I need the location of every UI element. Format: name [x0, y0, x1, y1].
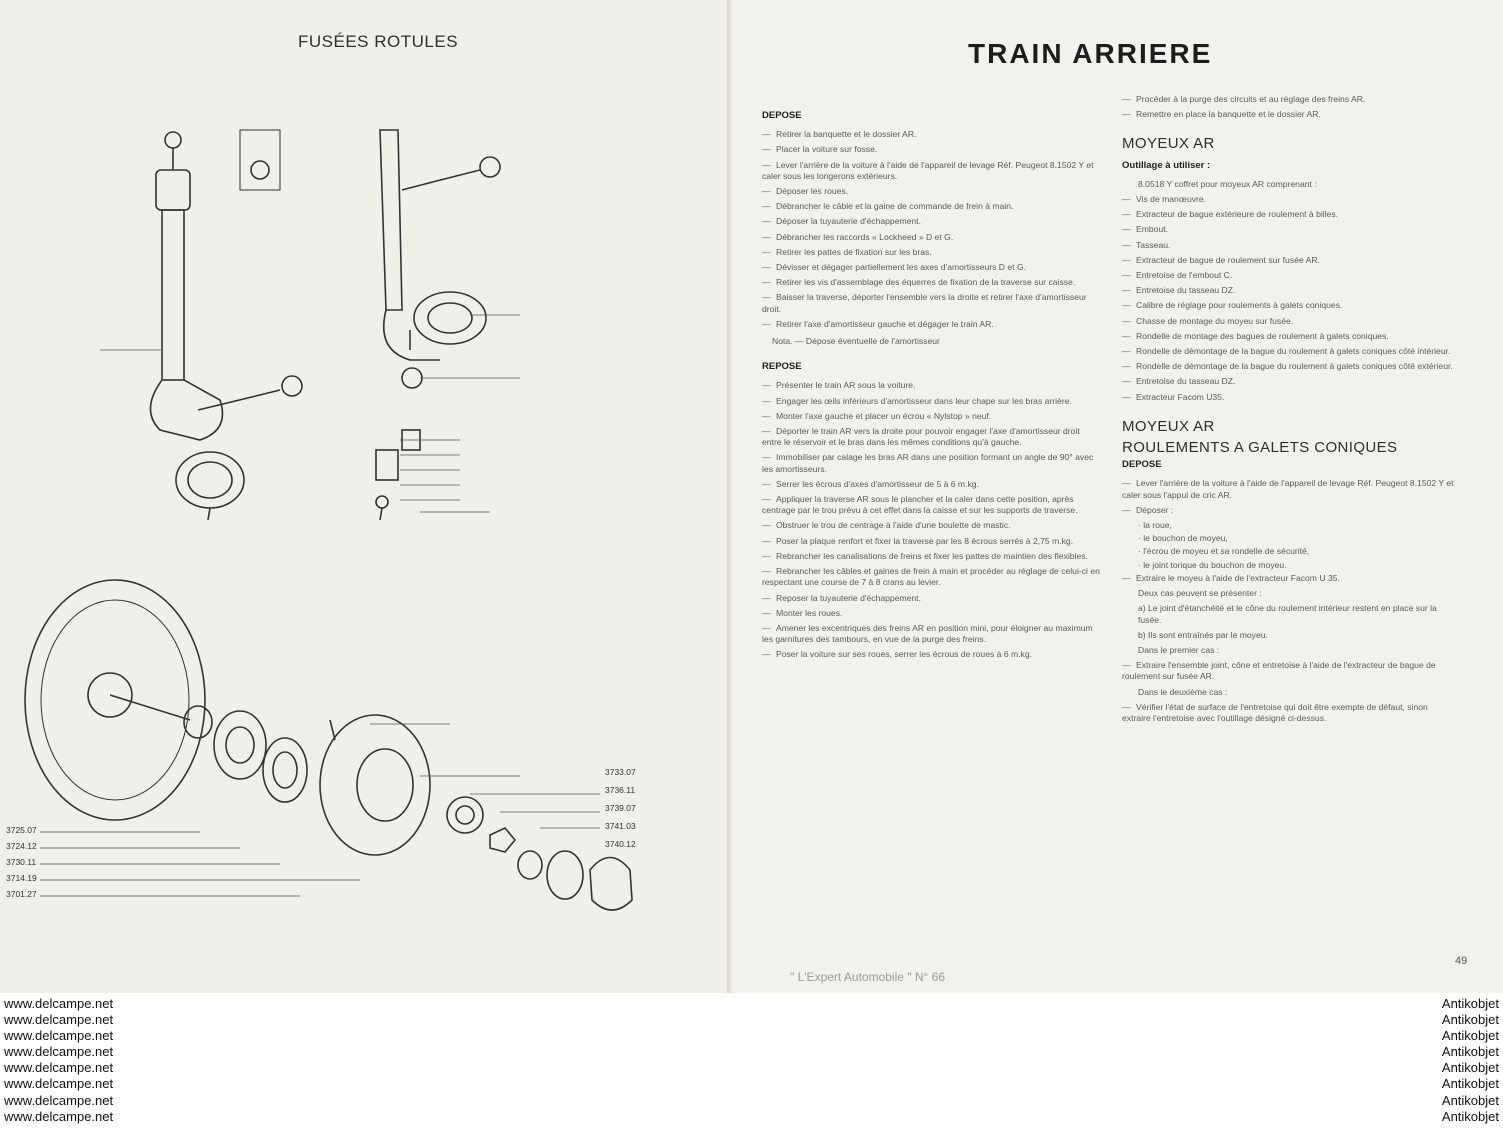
text-column-1: [762, 108, 1100, 665]
left-page: [0, 0, 730, 993]
watermark-line: www.delcampe.net: [4, 1044, 114, 1060]
paragraph: Dans le deuxième cas :: [1138, 686, 1228, 697]
roulements-title-line2: ROULEMENTS A GALETS CONIQUES: [1122, 439, 1398, 457]
part-number-label: 3714.19: [6, 873, 37, 883]
watermark-line: www.delcampe.net: [4, 1012, 114, 1028]
section-title: TRAIN ARRIERE: [968, 38, 1213, 69]
list-item: — Placer la voiture sur fosse.: [762, 144, 878, 155]
list-item: — Déposer :: [1122, 504, 1174, 515]
watermark-line: www.delcampe.net: [4, 1028, 114, 1044]
list-item: — Chasse de montage du moyeu sur fusée.: [1122, 315, 1294, 326]
list-item: — Débrancher le câble et la gaine de commande de frein à main.: [762, 201, 1014, 212]
part-number-label: 3724.12: [6, 841, 37, 851]
list-item: — Présenter le train AR sous la voiture.: [762, 380, 916, 391]
list-item: — Engager les œils inférieurs d'amortisseur dans leur chape sur les bras arrière.: [762, 395, 1072, 406]
paragraph: b) Ils sont entraînés par le moyeu.: [1138, 629, 1268, 640]
moyeux-title: MOYEUX AR: [1122, 135, 1215, 153]
list-item: — Poser la plaque renfort et fixer la traverse par les 8 écrous serrés à 2,75 m.kg.: [762, 535, 1074, 546]
stub-axle-diagram: [80, 110, 550, 550]
watermark-line: www.delcampe.net: [4, 1092, 114, 1108]
sub-item: · la roue,: [1138, 520, 1172, 531]
list-item: — Rondelle de montage des bagues de roulement à galets coniques.: [1122, 330, 1389, 341]
list-item: — Entretoise du tasseau DZ.: [1122, 376, 1236, 387]
list-item: — Vis de manœuvre.: [1122, 194, 1207, 205]
magazine-footer: " L'Expert Automobile " N° 66: [790, 970, 946, 984]
list-item: — Rondelle de démontage de la bague du roulement à galets coniques côté extérieur.: [1122, 361, 1453, 372]
list-item: — Vérifier l'état de surface de l'entretoise qui doit être exempte de défaut, sinon extraire l'entretoise avec l'outillage désigné ci-dessus.: [1122, 701, 1428, 723]
list-item: — Lever l'arrière de la voiture à l'aide de l'appareil de levage Réf. Peugeot 8.1502 Y et caler sous les longerons extérieurs.: [762, 159, 1094, 181]
list-item: — Retirer la banquette et le dossier AR.: [762, 129, 917, 140]
watermark-line: Antikobjet: [1441, 1076, 1499, 1092]
hub-exploded-diagram: [0, 570, 700, 930]
nota-text: Nota. — Dépose éventuelle de l'amortisseur: [772, 336, 940, 347]
left-page-title: FUSÉES ROTULES: [298, 32, 459, 51]
watermark-line: Antikobjet: [1441, 1028, 1499, 1044]
list-item: — Obstruer le trou de centrage à l'aide d'une boulette de mastic.: [762, 520, 1011, 531]
watermark-line: www.delcampe.net: [4, 1060, 114, 1076]
list-item: — Monter l'axe gauche et placer un écrou « Nylstop » neuf.: [762, 410, 992, 421]
part-number-label: 3740.12: [605, 839, 636, 849]
part-number-label: 3701.27: [6, 889, 37, 899]
list-item: — Retirer les pattes de fixation sur les bras.: [762, 246, 932, 257]
watermark-antikobjet: [1414, 996, 1499, 1125]
list-item: — Amener les excentriques des freins AR en position mini, pour éloigner au maximum les garnitures des tambours, en vue de la purge des freins.: [762, 622, 1093, 645]
list-item: — Retirer les vis d'assemblage des équerres de fixation de la traverse sur caisse.: [762, 277, 1076, 288]
list-item: — Extraire l'ensemble joint, cône et entretoise à l'aide de l'extracteur de bague de roulement sur fusée AR.: [1122, 660, 1436, 682]
paragraph: Deux cas peuvent se présenter :: [1138, 588, 1262, 599]
depose2-heading: DEPOSE: [1122, 459, 1162, 471]
list-item: — Déposer les roues.: [762, 186, 849, 197]
watermark-line: Antikobjet: [1441, 1044, 1499, 1060]
list-item: — Procéder à la purge des circuits et au réglage des freins AR.: [1122, 94, 1366, 104]
part-number-label: 3739.07: [605, 803, 636, 813]
list-item: — Immobiliser par calage les bras AR dans une position formant un angle de 90° avec les amortisseurs.: [762, 452, 1094, 474]
list-item: — Dévisser et dégager partiellement les axes d'amortisseurs D et G.: [762, 262, 1027, 273]
paragraph: Dans le premier cas :: [1138, 644, 1220, 655]
outillage-heading: Outillage à utiliser :: [1122, 159, 1211, 171]
sub-item: · le joint torique du bouchon de moyeu.: [1138, 559, 1287, 570]
list-item: — Tasseau.: [1122, 239, 1171, 250]
watermark-line: Antikobjet: [1441, 1012, 1499, 1028]
list-item: — Déporter le train AR vers la droite pour pouvoir engager l'axe d'amortisseur droit entre le réservoir et le bras dans les mêmes conditions qu'à gauche.: [762, 426, 1080, 448]
list-item: — Reposer la tuyauterie d'échappement.: [762, 592, 921, 603]
part-number-label: 3730.11: [6, 857, 37, 867]
list-item: — Déposer la tuyauterie d'échappement.: [762, 216, 921, 227]
sub-item: · le bouchon de moyeu,: [1138, 533, 1228, 544]
list-item: — Calibre de réglage pour roulements à galets coniques.: [1122, 300, 1343, 311]
watermark-line: www.delcampe.net: [4, 1076, 114, 1092]
list-item: — Serrer les écrous d'axes d'amortisseur de 5 à 6 m.kg.: [762, 478, 979, 489]
depose-heading: DEPOSE: [762, 110, 802, 121]
list-item: — Entretoise de l'embout C.: [1122, 270, 1233, 281]
paragraph: a) Le joint d'étanchéité et le cône du roulement intérieur restent en place sur la fusée.: [1138, 603, 1437, 625]
list-item: — Extracteur de bague extérieure de roulement à billes.: [1122, 209, 1339, 220]
list-item: — Appliquer la traverse AR sous le plancher et la caler dans cette position, après centrage par le trou prévu à cet effet dans la caisse et sur les supports de traverse.: [762, 494, 1078, 516]
list-item: — Monter les roues.: [762, 607, 843, 618]
list-item: — Remettre en place la banquette et le dossier AR.: [1122, 109, 1321, 120]
list-item: — Extracteur Facom U35.: [1122, 391, 1225, 402]
repose-heading: REPOSE: [762, 361, 802, 373]
part-number-label: 3741.03: [605, 821, 636, 831]
part-number-label: 3733.07: [605, 767, 636, 777]
watermark-line: www.delcampe.net: [4, 1108, 114, 1124]
list-item: — Rondelle de démontage de la bague du roulement à galets coniques côté intérieur.: [1122, 346, 1451, 357]
part-number-label: 3736.11: [605, 785, 636, 795]
list-item: — Extraire le moyeu à l'aide de l'extracteur Facom U 35.: [1122, 572, 1340, 583]
watermark-line: Antikobjet: [1441, 1060, 1499, 1076]
list-item: — Rebrancher les câbles et gaines de frein à main et procéder au réglage de celui-ci en respectant une course de 7 à 8 crans au levier.: [762, 566, 1100, 588]
list-item: — Rebrancher les canalisations de freins et fixer les pattes de maintien des flexibles.: [762, 550, 1088, 561]
text-column-2: [1122, 94, 1456, 728]
roulements-title-line1: MOYEUX AR: [1122, 417, 1215, 435]
list-item: — Lever l'arrière de la voiture à l'aide de l'appareil de levage Réf. Peugeot 8.1502 Y et caler sous l'appui de cric AR.: [1122, 478, 1454, 500]
sub-item: · l'écrou de moyeu et sa rondelle de sécurité,: [1138, 546, 1310, 557]
page-number: 49: [1455, 955, 1468, 967]
watermark-delcampe: [4, 996, 113, 1125]
watermark-line: Antikobjet: [1441, 996, 1499, 1011]
list-item: — Baisser la traverse, déporter l'ensemble vers la droite et retirer l'axe d'amortisseur droit.: [762, 292, 1087, 314]
watermark-line: Antikobjet: [1441, 1108, 1499, 1124]
list-item: — Poser la voiture sur ses roues, serrer les écrous de roues à 6 m.kg.: [762, 649, 1033, 660]
list-item: — Débrancher les raccords « Lockheed » D et G.: [762, 231, 954, 242]
outillage-intro: 8.0518 Y coffret pour moyeux AR comprenant :: [1138, 178, 1317, 189]
list-item: — Entretoise du tasseau DZ.: [1122, 285, 1236, 296]
part-number-label: 3725.07: [6, 825, 37, 835]
watermark-line: www.delcampe.net: [4, 996, 114, 1011]
list-item: — Retirer l'axe d'amortisseur gauche et dégager le train AR.: [762, 318, 994, 329]
list-item: — Extracteur de bague de roulement sur fusée AR.: [1122, 254, 1320, 265]
list-item: — Embout.: [1122, 224, 1169, 235]
watermark-line: Antikobjet: [1441, 1092, 1499, 1108]
